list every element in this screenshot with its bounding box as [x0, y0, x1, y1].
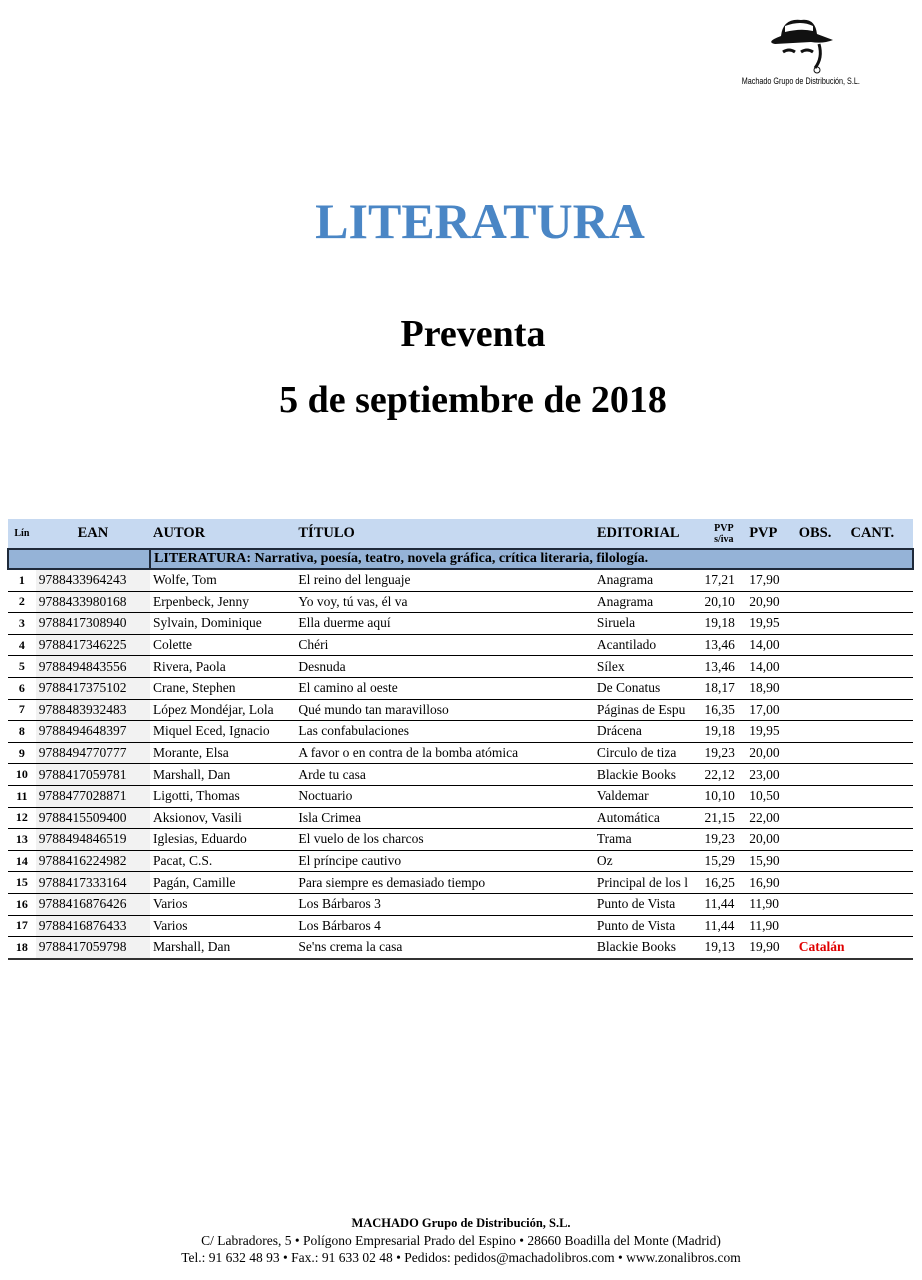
table-row: [8, 850, 913, 872]
cell-cant[interactable]: [847, 937, 913, 959]
cell-autor: Pagán, Camille: [150, 872, 295, 894]
cell-pvp: 19,95: [746, 721, 796, 743]
cell-titulo: Los Bárbaros 3: [295, 893, 593, 915]
table-row: [8, 721, 913, 743]
cell-pvp-siva: 13,46: [701, 656, 746, 678]
table-row: [8, 829, 913, 851]
cell-titulo: El camino al oeste: [295, 677, 593, 699]
footer-contact: Tel.: 91 632 48 93 • Fax.: 91 633 02 48 • Pedidos: pedidos@machadolibros.com • www.zonalibros.com: [181, 1250, 741, 1265]
cell-editorial: Drácena: [594, 721, 702, 743]
cell-pvp: 10,50: [746, 785, 796, 807]
company-logo: [736, 14, 866, 94]
cell-editorial: Páginas de Espu: [594, 699, 702, 721]
cell-pvp: 20,00: [746, 829, 796, 851]
cell-cant[interactable]: [847, 591, 913, 613]
cell-pvp: 11,90: [746, 915, 796, 937]
cell-lin: 6: [8, 677, 36, 699]
cell-editorial: Principal de los l: [594, 872, 702, 894]
header-autor: AUTOR: [150, 519, 295, 549]
cell-ean: 9788494770777: [36, 742, 150, 764]
cell-ean: 9788433964243: [36, 569, 150, 591]
cell-editorial: Punto de Vista: [594, 893, 702, 915]
cell-ean: 9788483932483: [36, 699, 150, 721]
table-row: [8, 764, 913, 786]
cell-titulo: Se'ns crema la casa: [295, 937, 593, 959]
cell-autor: Aksionov, Vasili: [150, 807, 295, 829]
cell-lin: 15: [8, 872, 36, 894]
cell-titulo: Chéri: [295, 634, 593, 656]
cell-lin: 1: [8, 569, 36, 591]
cell-pvp-siva: 11,44: [701, 893, 746, 915]
cell-autor: Morante, Elsa: [150, 742, 295, 764]
cell-autor: Varios: [150, 893, 295, 915]
cell-cant[interactable]: [847, 634, 913, 656]
cell-cant[interactable]: [847, 829, 913, 851]
table-row: [8, 569, 913, 591]
cell-pvp: 17,00: [746, 699, 796, 721]
cell-ean: 9788417308940: [36, 613, 150, 635]
cell-lin: 2: [8, 591, 36, 613]
cell-ean: 9788433980168: [36, 591, 150, 613]
cell-lin: 3: [8, 613, 36, 635]
cell-titulo: Yo voy, tú vas, él va: [295, 591, 593, 613]
cell-pvp: 19,90: [746, 937, 796, 959]
cell-pvp-siva: 19,18: [701, 721, 746, 743]
cell-titulo: Ella duerme aquí: [295, 613, 593, 635]
cell-obs: [796, 677, 848, 699]
cell-lin: 13: [8, 829, 36, 851]
footer: [0, 1215, 922, 1266]
subtitle: Preventa: [400, 313, 546, 355]
cell-editorial: Oz: [594, 850, 702, 872]
header-lin: Lín: [8, 519, 36, 549]
cell-editorial: Punto de Vista: [594, 915, 702, 937]
cell-editorial: Blackie Books: [594, 764, 702, 786]
table-row: [8, 634, 913, 656]
cell-pvp-siva: 20,10: [701, 591, 746, 613]
cell-cant[interactable]: [847, 785, 913, 807]
cell-autor: Marshall, Dan: [150, 764, 295, 786]
cell-autor: López Mondéjar, Lola: [150, 699, 295, 721]
cell-obs: [796, 656, 848, 678]
cell-ean: 9788494846519: [36, 829, 150, 851]
cell-pvp: 23,00: [746, 764, 796, 786]
cell-obs: [796, 915, 848, 937]
cell-editorial: Blackie Books: [594, 937, 702, 959]
table-row: [8, 742, 913, 764]
cell-ean: 9788417375102: [36, 677, 150, 699]
category-spacer: [8, 549, 150, 569]
cell-cant[interactable]: [847, 699, 913, 721]
cell-titulo: Desnuda: [295, 656, 593, 678]
cell-editorial: Anagrama: [594, 569, 702, 591]
cell-lin: 8: [8, 721, 36, 743]
cell-editorial: Acantilado: [594, 634, 702, 656]
header-pvp: PVP: [746, 519, 796, 549]
cell-autor: Rivera, Paola: [150, 656, 295, 678]
footer-address: C/ Labradores, 5 • Polígono Empresarial Prado del Espino • 28660 Boadilla del Monte (Madrid): [201, 1233, 721, 1248]
cell-lin: 9: [8, 742, 36, 764]
table-row: [8, 785, 913, 807]
cell-titulo: Qué mundo tan maravilloso: [295, 699, 593, 721]
cell-pvp: 14,00: [746, 656, 796, 678]
cell-lin: 10: [8, 764, 36, 786]
page-title: LITERATURA: [315, 193, 645, 249]
table-header: [8, 519, 913, 549]
cell-ean: 9788416224982: [36, 850, 150, 872]
cell-autor: Crane, Stephen: [150, 677, 295, 699]
cell-cant[interactable]: [847, 569, 913, 591]
cell-autor: Colette: [150, 634, 295, 656]
cell-titulo: Arde tu casa: [295, 764, 593, 786]
cell-pvp-siva: 13,46: [701, 634, 746, 656]
cell-autor: Wolfe, Tom: [150, 569, 295, 591]
cell-editorial: Circulo de tiza: [594, 742, 702, 764]
cell-cant[interactable]: [847, 807, 913, 829]
header-pvp-siva: [701, 519, 746, 549]
cell-obs: [796, 591, 848, 613]
footer-company: MACHADO Grupo de Distribución, S.L.: [351, 1216, 571, 1230]
cell-cant[interactable]: [847, 613, 913, 635]
cell-titulo: Para siempre es demasiado tiempo: [295, 872, 593, 894]
cell-editorial: Siruela: [594, 613, 702, 635]
table-row: [8, 893, 913, 915]
header-titulo: TÍTULO: [295, 519, 593, 549]
cell-titulo: Las confabulaciones: [295, 721, 593, 743]
cell-pvp-siva: 19,18: [701, 613, 746, 635]
book-table: [7, 519, 914, 960]
header-ean: EAN: [36, 519, 150, 549]
cell-titulo: El reino del lenguaje: [295, 569, 593, 591]
cell-titulo: A favor o en contra de la bomba atómica: [295, 742, 593, 764]
cell-cant[interactable]: [847, 764, 913, 786]
cell-ean: 9788494843556: [36, 656, 150, 678]
cell-cant[interactable]: [847, 742, 913, 764]
cell-pvp-siva: 19,13: [701, 937, 746, 959]
cell-lin: 5: [8, 656, 36, 678]
table-row: [8, 591, 913, 613]
header-editorial: EDITORIAL: [594, 519, 702, 549]
cell-obs: [796, 721, 848, 743]
cell-pvp-siva: 18,17: [701, 677, 746, 699]
cell-autor: Varios: [150, 915, 295, 937]
cell-lin: 12: [8, 807, 36, 829]
table-row: [8, 915, 913, 937]
cell-obs: [796, 850, 848, 872]
header-obs: OBS.: [796, 519, 848, 549]
cell-ean: 9788417059781: [36, 764, 150, 786]
table-row: [8, 807, 913, 829]
cell-editorial: Sílex: [594, 656, 702, 678]
cell-pvp-siva: 17,21: [701, 569, 746, 591]
cell-ean: 9788416876433: [36, 915, 150, 937]
cell-autor: Iglesias, Eduardo: [150, 829, 295, 851]
cell-pvp-siva: 16,35: [701, 699, 746, 721]
cell-pvp: 20,90: [746, 591, 796, 613]
header-cant: CANT.: [847, 519, 913, 549]
cell-obs: [796, 634, 848, 656]
cell-ean: 9788477028871: [36, 785, 150, 807]
category-row: [8, 549, 913, 569]
cell-cant[interactable]: [847, 893, 913, 915]
cell-ean: 9788416876426: [36, 893, 150, 915]
cell-editorial: De Conatus: [594, 677, 702, 699]
cell-autor: Miquel Eced, Ignacio: [150, 721, 295, 743]
cell-lin: 18: [8, 937, 36, 959]
cell-titulo: Isla Crimea: [295, 807, 593, 829]
table-row: [8, 699, 913, 721]
cell-autor: Ligotti, Thomas: [150, 785, 295, 807]
table-row: [8, 656, 913, 678]
cell-pvp: 22,00: [746, 807, 796, 829]
table-row: [8, 937, 913, 959]
cell-titulo: Noctuario: [295, 785, 593, 807]
cell-pvp-siva: 19,23: [701, 742, 746, 764]
cell-cant[interactable]: [847, 850, 913, 872]
cell-obs: [796, 872, 848, 894]
cell-pvp: 18,90: [746, 677, 796, 699]
table-row: [8, 677, 913, 699]
cell-ean: 9788415509400: [36, 807, 150, 829]
cell-autor: Pacat, C.S.: [150, 850, 295, 872]
cell-pvp: 15,90: [746, 850, 796, 872]
cell-obs: [796, 829, 848, 851]
cell-obs: [796, 764, 848, 786]
cell-ean: 9788417333164: [36, 872, 150, 894]
cell-pvp-siva: 10,10: [701, 785, 746, 807]
cell-obs: [796, 613, 848, 635]
cell-obs: [796, 569, 848, 591]
cell-pvp-siva: 21,15: [701, 807, 746, 829]
cell-ean: 9788417059798: [36, 937, 150, 959]
header-pvp-siva-line1: PVP: [714, 522, 734, 534]
cell-autor: Erpenbeck, Jenny: [150, 591, 295, 613]
cell-cant[interactable]: [847, 721, 913, 743]
cell-pvp: 14,00: [746, 634, 796, 656]
cell-cant[interactable]: [847, 872, 913, 894]
cell-editorial: Anagrama: [594, 591, 702, 613]
cell-titulo: El príncipe cautivo: [295, 850, 593, 872]
man-with-hat-icon: [761, 14, 841, 76]
cell-lin: 7: [8, 699, 36, 721]
table-row: [8, 872, 913, 894]
cell-pvp-siva: 11,44: [701, 915, 746, 937]
cell-pvp-siva: 16,25: [701, 872, 746, 894]
cell-cant[interactable]: [847, 677, 913, 699]
logo-text: Machado Grupo de Distribución, S.L.: [741, 76, 860, 86]
cell-pvp: 16,90: [746, 872, 796, 894]
cell-autor: Sylvain, Dominique: [150, 613, 295, 635]
cell-ean: 9788494648397: [36, 721, 150, 743]
header-pvp-siva-line2: s/iva: [714, 533, 734, 545]
cell-lin: 11: [8, 785, 36, 807]
cell-obs: [796, 699, 848, 721]
cell-lin: 16: [8, 893, 36, 915]
cell-lin: 14: [8, 850, 36, 872]
cell-pvp-siva: 15,29: [701, 850, 746, 872]
category-label: LITERATURA: Narrativa, poesía, teatro, novela gráfica, crítica literaria, filología.: [150, 549, 913, 569]
cell-editorial: Automática: [594, 807, 702, 829]
cell-obs: [796, 742, 848, 764]
cell-titulo: El vuelo de los charcos: [295, 829, 593, 851]
cell-obs: [796, 785, 848, 807]
cell-lin: 4: [8, 634, 36, 656]
cell-pvp: 17,90: [746, 569, 796, 591]
cell-pvp: 19,95: [746, 613, 796, 635]
cell-titulo: Los Bárbaros 4: [295, 915, 593, 937]
cell-pvp: 20,00: [746, 742, 796, 764]
cell-editorial: Valdemar: [594, 785, 702, 807]
cell-obs: [796, 807, 848, 829]
cell-cant[interactable]: [847, 915, 913, 937]
cell-pvp: 11,90: [746, 893, 796, 915]
cell-pvp-siva: 19,23: [701, 829, 746, 851]
cell-pvp-siva: 22,12: [701, 764, 746, 786]
cell-cant[interactable]: [847, 656, 913, 678]
table-row: [8, 613, 913, 635]
cell-obs: Catalán: [796, 937, 848, 959]
date: 5 de septiembre de 2018: [279, 379, 667, 421]
cell-editorial: Trama: [594, 829, 702, 851]
cell-autor: Marshall, Dan: [150, 937, 295, 959]
cell-ean: 9788417346225: [36, 634, 150, 656]
cell-obs: [796, 893, 848, 915]
cell-lin: 17: [8, 915, 36, 937]
